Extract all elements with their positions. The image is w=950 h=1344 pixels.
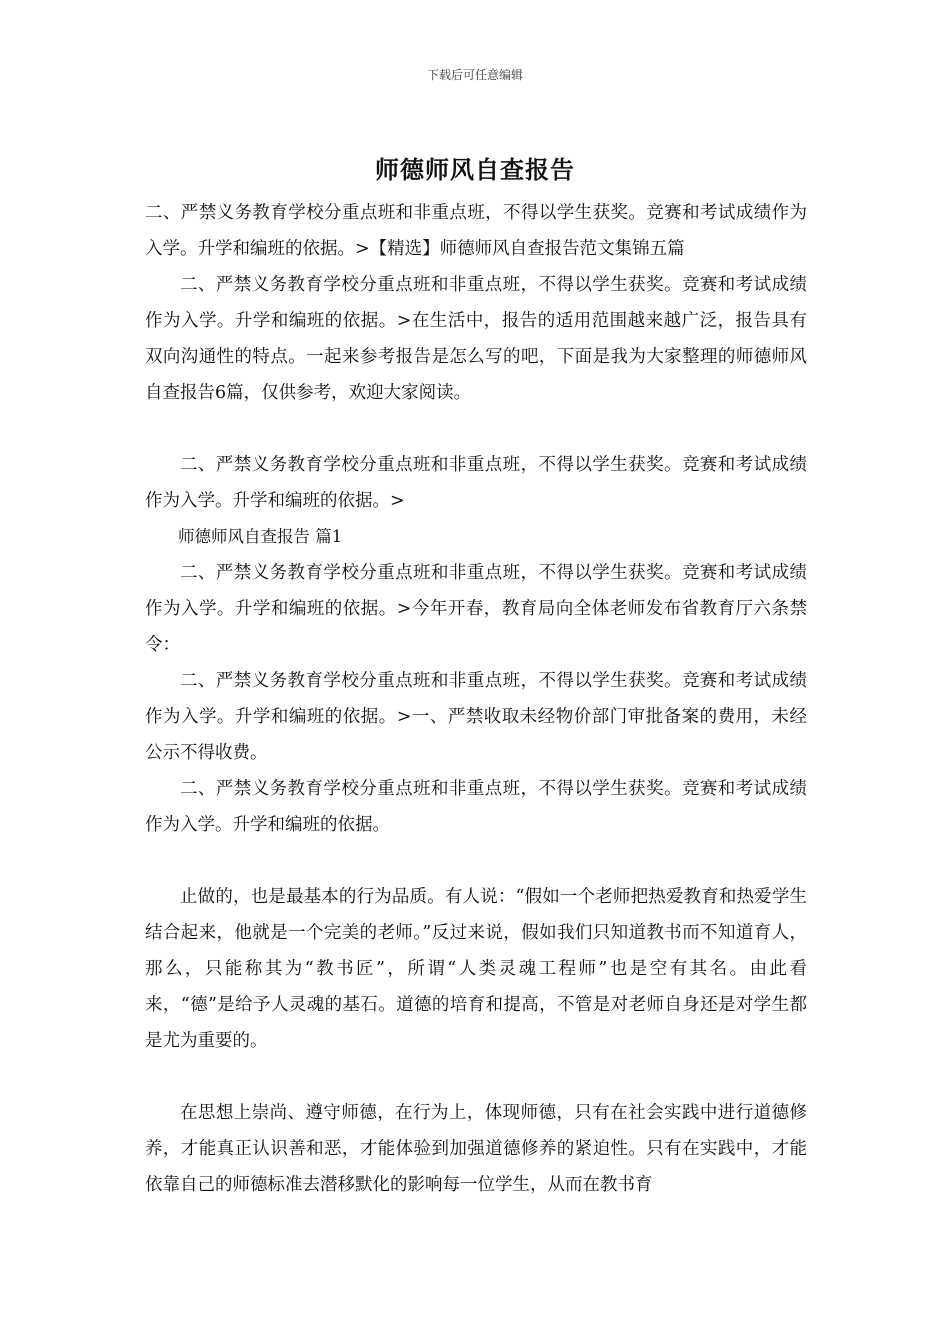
paragraph: 止做的，也是最基本的行为品质。有人说：“假如一个老师把热爱教育和热爱学生结合起来，他就是一个完美的老师。”反过来说，假如我们只知道教书而不知道育人，那么，只能称其为“教书匠”，所谓“人类灵魂工程师”也是空有其名。由此看来，“德”是给予人灵魂的基石。道德的培育和提高，不管是对老师自身还是对学生都是尤为重要的。 (145, 887, 807, 1051)
paragraph: 在思想上崇尚、遵守师德，在行为上，体现师德，只有在社会实践中进行道德修养，才能真正认识善和恶，才能体验到加强道德修养的紧迫性。只有在实践中，才能依靠自己的师德标准去潜移默化的影响每一位学生，从而在教书育 (145, 1103, 807, 1195)
paragraph: 二、严禁义务教育学校分重点班和非重点班，不得以学生获奖。竞赛和考试成绩作为入学。升学和编班的依据。>今年开春，教育局向全体老师发布省教育厅六条禁令： (145, 563, 807, 655)
paragraph: 二、严禁义务教育学校分重点班和非重点班，不得以学生获奖。竞赛和考试成绩作为入学。升学和编班的依据。>一、严禁收取未经物价部门审批备案的费用，未经公示不得收费。 (145, 671, 807, 763)
document-body (145, 195, 807, 1203)
paragraph: 二、严禁义务教育学校分重点班和非重点班，不得以学生获奖。竞赛和考试成绩作为入学。升学和编班的依据。>在生活中，报告的适用范围越来越广泛，报告具有双向沟通性的特点。一起来参考报告是怎么写的吧，下面是我为大家整理的师德师风自查报告6篇，仅供参考，欢迎大家阅读。 (145, 275, 807, 403)
paragraph: 二、严禁义务教育学校分重点班和非重点班，不得以学生获奖。竞赛和考试成绩作为入学。升学和编班的依据。 (145, 779, 807, 835)
section-heading: 师德师风自查报告 篇1 (178, 527, 343, 546)
download-note: 下载后可任意编辑 (426, 68, 523, 82)
paragraph-intro: 二、严禁义务教育学校分重点班和非重点班，不得以学生获奖。竞赛和考试成绩作为入学。升学和编班的依据。>【精选】师德师风自查报告范文集锦五篇 (145, 203, 807, 259)
paragraph: 二、严禁义务教育学校分重点班和非重点班，不得以学生获奖。竞赛和考试成绩作为入学。升学和编班的依据。> (145, 455, 807, 511)
document-title: 师德师风自查报告 (375, 155, 575, 184)
